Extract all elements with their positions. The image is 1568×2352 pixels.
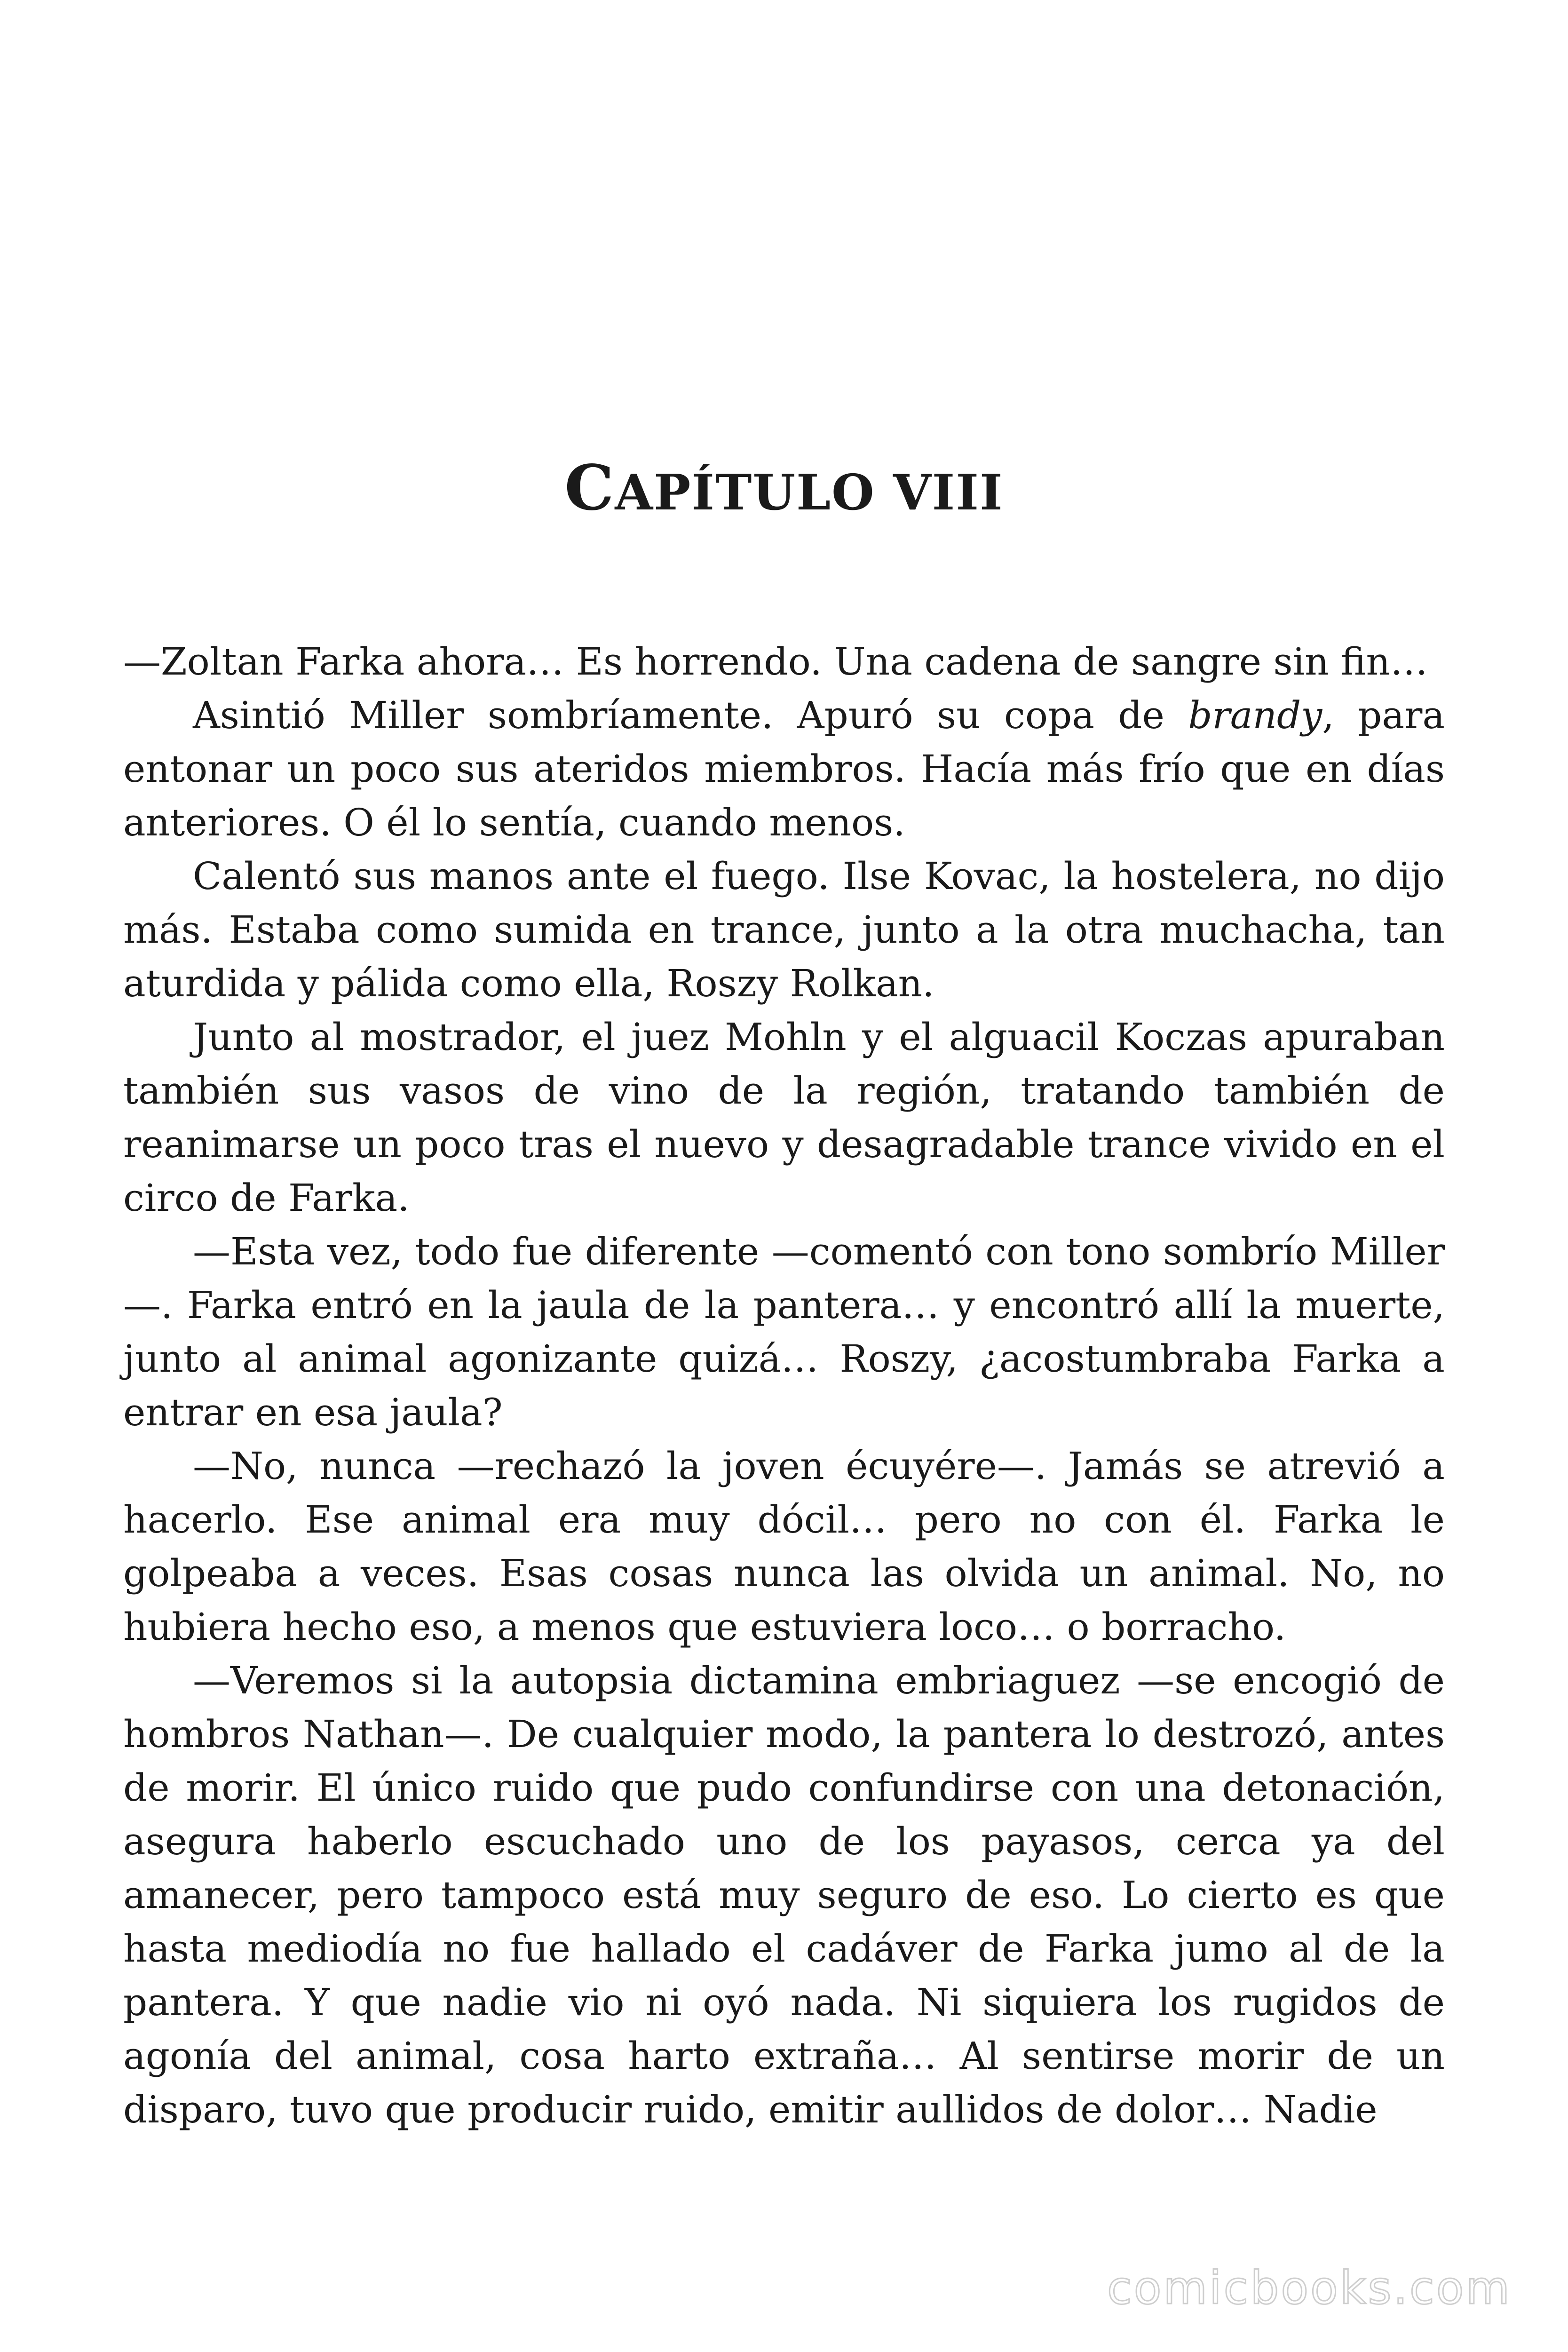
paragraph: Calentó sus manos ante el fuego. Ilse Kovac, la hostelera, no dijo más. Estaba como sumida en trance, junto a la otra muchacha, tan aturdida y pálida como ella, Roszy Rolkan. <box>123 854 1445 1005</box>
italic-word: brandy <box>1188 693 1323 737</box>
paragraph: Junto al mostrador, el juez Mohln y el alguacil Koczas apuraban también sus vasos de vino de la región, tratando también de reanimarse un poco tras el nuevo y desagradable trance vivido en el circo de Farka. <box>123 1015 1445 1220</box>
paragraph: —No, nunca —rechazó la joven écuyére—. Jamás se atrevió a hacerlo. Ese animal era muy dócil… pero no con él. Farka le golpeaba a veces. Esas cosas nunca las olvida un animal. No, no hubiera hecho eso, a menos que estuviera loco… o borracho. <box>123 1444 1445 1649</box>
chapter-body <box>123 635 1445 2137</box>
chapter-title-initial: C <box>564 452 615 524</box>
paragraph: —Zoltan Farka ahora… Es horrendo. Una cadena de sangre sin fin… <box>123 640 1428 683</box>
paragraph-text: , para entonar un poco sus ateridos miembros. Hacía más frío que en días anteriores. O él lo sentía, cuando menos. <box>123 693 1445 844</box>
paragraph: —Veremos si la autopsia dictamina embriaguez —se encogió de hombros Nathan—. De cualquier modo, la pantera lo destrozó, antes de morir. El único ruido que pudo confundirse con una detonación, asegura haberlo escuchado uno de los payasos, cerca ya del amanecer, pero tampoco está muy seguro de eso. Lo cierto es que hasta mediodía no fue hallado el cadáver de Farka jumo al de la pantera. Y que nadie vio ni oyó nada. Ni siquiera los rugidos de agonía del animal, cosa harto extraña… Al sentirse morir de un disparo, tuvo que producir ruido, emitir aullidos de dolor… Nadie <box>123 1659 1445 2131</box>
watermark-text: comicbooks.com <box>1107 2262 1512 2314</box>
paragraph <box>123 689 1445 850</box>
chapter-numeral: VIII <box>893 463 1004 521</box>
paragraph: —Esta vez, todo fue diferente —comentó con tono sombrío Miller—. Farka entró en la jaula de la pantera… y encontró allí la muerte, junto al animal agonizante quizá… Roszy, ¿acostumbraba Farka a entrar en esa jaula? <box>123 1230 1445 1434</box>
chapter-title-word: APÍTULO <box>615 463 893 521</box>
paragraph-text: Asintió Miller sombríamente. Apuró su copa de <box>193 693 1188 737</box>
chapter-title <box>0 452 1568 524</box>
